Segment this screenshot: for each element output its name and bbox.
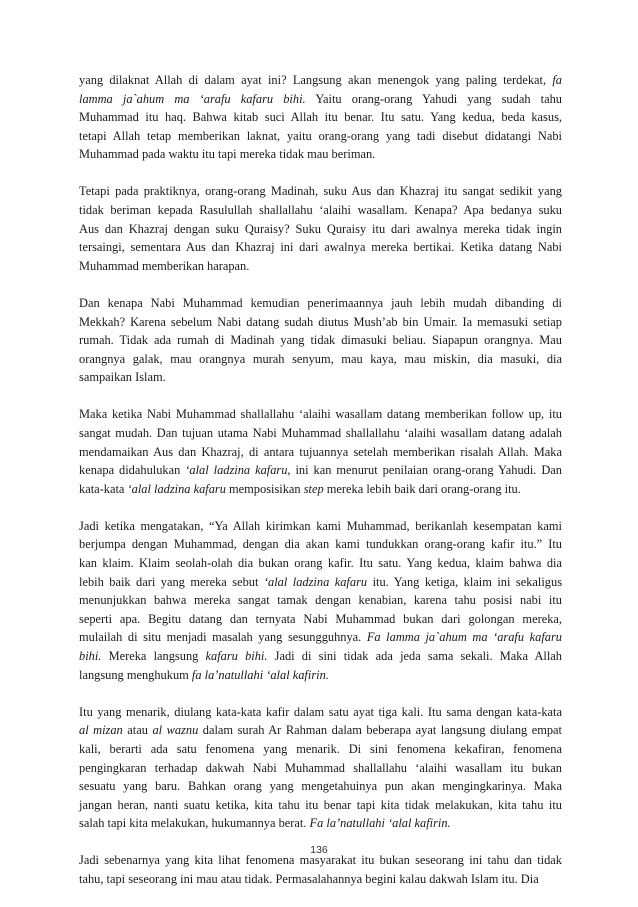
text-run: Itu yang menarik, diulang kata-kata kafir dalam satu ayat tiga kali. Itu sama dengan kata-kata xyxy=(79,704,562,719)
text-run: orangnya galak, mau orangnya murah senyum, mau kaya, mau miskin, dia masuki, dia xyxy=(79,351,562,366)
text-run: tetapi Allah tetap memberikan laknat, yaitu orang-orang yang tadi disebut didatangi Nabi xyxy=(79,128,562,143)
text-run: mendamaikan Aus dan Khazraj, di antara tujuannya setelah memberikan risalah Allah. Maka xyxy=(79,444,562,459)
text-run: pengingkaran terhadap dakwah Nabi Muhammad shallallahu ‘alaihi wasallam itu bukan xyxy=(79,760,562,775)
text-line xyxy=(79,814,562,833)
text-line xyxy=(79,201,562,220)
paragraph xyxy=(79,71,562,164)
text-run: atau xyxy=(122,723,153,738)
text-line xyxy=(79,108,562,127)
text-run: Jadi di sini tidak ada jeda sama sekali. Maka Allah xyxy=(267,649,562,664)
text-line xyxy=(79,666,562,685)
text-run: berjumpa dengan Muhammad, dengan dia akan kami tundukkan orang-orang kafir itu.” Itu xyxy=(79,537,562,552)
text-run: lebih baik dari yang mereka sebut xyxy=(79,574,264,589)
text-line xyxy=(79,870,562,889)
text-run: menunjukkan bahwa mereka sangat tamak dengan kenabian, karena tahu posisi nabi itu xyxy=(79,593,562,608)
text-line xyxy=(79,647,562,666)
text-line xyxy=(79,127,562,146)
text-run: Jadi ketika mengatakan, “Ya Allah kirimkan kami Muhammad, berikanlah kesempatan kami xyxy=(79,518,562,533)
italic-phrase: ‘alal ladzina kafaru xyxy=(127,481,226,496)
italic-phrase: bihi. xyxy=(79,649,102,664)
text-run: Yaitu orang-orang Yahudi yang sudah tahu xyxy=(305,91,562,106)
text-run: langsung menghukum xyxy=(79,667,192,682)
paragraph xyxy=(79,851,562,888)
paragraph xyxy=(79,294,562,387)
text-run: salah tapi kita melakukan, hukumannya berat. xyxy=(79,816,310,831)
text-line xyxy=(79,90,562,109)
text-run: Dan kenapa Nabi Muhammad kemudian penerimaannya jauh lebih mudah dibanding di xyxy=(79,295,562,310)
text-line xyxy=(79,368,562,387)
text-run: sangat mudah. Dan tujuan utama Nabi Muhammad shallallahu ‘alaihi wasallam datang adalah xyxy=(79,426,562,440)
text-line xyxy=(79,777,562,796)
text-line xyxy=(79,796,562,815)
text-run: seperti apa. Begitu datang dan ternyata Nabi Muhammad bukan dari golongan mereka, xyxy=(79,611,562,626)
text-line xyxy=(79,405,562,424)
text-run: Jadi sebenarnya yang kita lihat fenomena masyarakat itu bukan seseorang ini tahu dan tidak xyxy=(79,853,562,868)
text-line xyxy=(79,461,562,480)
italic-phrase: fa xyxy=(552,73,562,87)
text-run: mereka lebih baik dari orang-orang itu. xyxy=(323,481,521,496)
page-body xyxy=(79,71,562,907)
text-run: dalam surah Ar Rahman dalam beberapa ayat langsung diulang empat xyxy=(198,723,562,738)
text-run: Tetapi pada praktiknya, orang-orang Madinah, suku Aus dan Khazraj itu sangat sedikit yang xyxy=(79,184,562,199)
italic-phrase: al waznu xyxy=(152,723,199,738)
text-line xyxy=(79,740,562,759)
paragraph xyxy=(79,182,562,275)
paragraph xyxy=(79,703,562,833)
italic-phrase: Fa lamma ja`ahum ma ‘arafu kafaru xyxy=(366,630,562,645)
text-run: Maka ketika Nabi Muhammad shallallahu ‘alaihi wasallam datang memberikan follow up, itu xyxy=(79,407,562,422)
italic-phrase: ‘alal ladzina kafaru, xyxy=(185,463,291,478)
text-run: mulailah di situ menjadi masalah yang sesungguhnya. xyxy=(79,630,367,645)
text-run: yang dilaknat Allah di dalam ayat ini? Langsung akan menengok yang paling terdekat, xyxy=(79,73,553,87)
text-line xyxy=(79,294,562,313)
text-line xyxy=(79,591,562,610)
text-run: Muhammad pada waktu itu tapi mereka tidak mau beriman. xyxy=(79,147,376,162)
text-run: Muhammad memberikan harapan. xyxy=(79,258,250,273)
text-line xyxy=(79,721,562,740)
text-run: sesuatu yang baru. Bahkan orang yang mengetahuinya pun akan mengingkarinya. Maka xyxy=(79,779,562,794)
text-line xyxy=(79,554,562,573)
text-run: tersaingi, sementara Aus dan Khazraj ini dari awalnya mereka bertikai. Ketika datang Nabi xyxy=(79,240,562,255)
text-line xyxy=(79,257,562,276)
page-number: 136 xyxy=(310,844,328,856)
text-run: jangan heran, nanti suatu ketika, kita tahu itu benar tapi kita tidak melakukan, kita tahu itu xyxy=(79,797,562,812)
text-run: memposisikan xyxy=(225,481,304,496)
text-line xyxy=(79,610,562,629)
text-line xyxy=(79,573,562,592)
text-line xyxy=(79,759,562,778)
text-run: Mekkah? Karena sebelum Nabi datang sudah diutus Mush’ab bin Umair. Ia memasuki setiap xyxy=(79,314,562,329)
italic-phrase: ‘alal ladzina kafaru xyxy=(263,574,368,589)
text-run: kali, berarti ada satu fenomena yang menarik. Di sini fenomena kekafiran, fenomena xyxy=(79,741,562,756)
text-run: tidak beriman kepada Rasulullah shallallahu ‘alaihi wasallam. Kenapa? Apa bedanya suku xyxy=(79,203,562,218)
text-line xyxy=(79,480,562,499)
text-line xyxy=(79,424,562,443)
italic-phrase: step xyxy=(303,481,324,496)
text-line xyxy=(79,517,562,536)
text-run: Muhammad itu haq. Bahwa kitab suci Allah itu benar. Itu satu. Yang kedua, beda kasus, xyxy=(79,110,562,125)
italic-phrase: lamma ja`ahum ma ‘arafu kafaru bihi. xyxy=(79,91,306,106)
paragraph xyxy=(79,517,562,684)
text-line xyxy=(79,238,562,257)
text-line xyxy=(79,313,562,332)
text-run: tahu, tapi seseorang ini mau atau tidak. Permasalahannya begini kalau dakwah Islam itu. Dia xyxy=(79,871,539,886)
text-line xyxy=(79,535,562,554)
text-run: kenapa didahulukan xyxy=(79,463,186,478)
italic-phrase: al mizan xyxy=(79,723,123,738)
text-line xyxy=(79,331,562,350)
text-line xyxy=(79,145,562,164)
text-run: Aus dan Khazraj dengan suku Quraisy? Suku Quraisy itu dari awalnya mereka tidak ingin xyxy=(79,221,562,236)
text-line xyxy=(79,628,562,647)
text-line xyxy=(79,220,562,239)
text-run: kan klaim. Klaim seolah-olah dia bukan orang kafir. Itu satu. Yang kedua, klaim bahwa dia xyxy=(79,556,562,571)
text-run: ini kan menurut penilaian orang-orang Yahudi. Dan xyxy=(290,463,562,478)
text-line xyxy=(79,703,562,722)
italic-phrase: kafaru bihi. xyxy=(205,649,268,664)
text-run: Mereka langsung xyxy=(101,649,206,664)
italic-phrase: fa la’natullahi ‘alal kafirin. xyxy=(191,667,329,682)
text-line xyxy=(79,71,562,90)
text-run: rumah. Tidak ada rumah di Madinah yang tidak dimasuki beliau. Siapapun orangnya. Mau xyxy=(79,333,562,348)
text-run: sampaikan Islam. xyxy=(79,370,166,385)
text-run: itu. Yang ketiga, klaim ini sekaligus xyxy=(367,574,563,589)
paragraph xyxy=(79,405,562,498)
text-line xyxy=(79,350,562,369)
text-run: kata-kata xyxy=(79,481,128,496)
text-line xyxy=(79,182,562,201)
text-line xyxy=(79,443,562,462)
italic-phrase: Fa la’natullahi ‘alal kafirin. xyxy=(309,816,451,831)
